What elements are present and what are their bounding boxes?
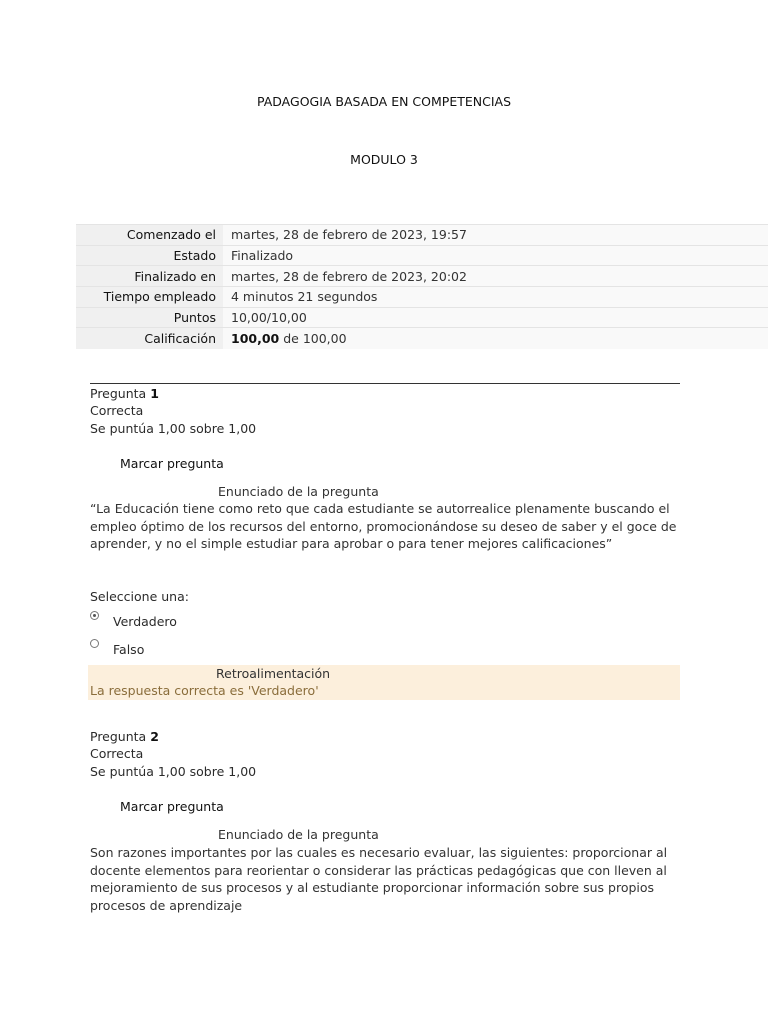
radio-unselected-icon[interactable] [90, 639, 99, 648]
summary-value: 4 minutos 21 segundos [223, 287, 768, 308]
summary-label: Calificación [76, 328, 223, 349]
summary-value: martes, 28 de febrero de 2023, 20:02 [223, 266, 768, 287]
summary-label: Finalizado en [76, 266, 223, 287]
feedback-text: La respuesta correcta es 'Verdadero' [90, 683, 319, 698]
question-number [90, 729, 159, 744]
question-prefix: Pregunta [90, 386, 151, 401]
question-number-value: 1 [150, 386, 159, 401]
question-statement: “La Educación tiene como reto que cada estudiante se autorrealice plenamente buscando el empleo óptimo de los recursos del entorno, promocionándose su deseo de saber y el goce de aprender, y no el simple estudiar para aprobar o para tener mejores calificaciones” [90, 501, 677, 551]
flag-question-link[interactable]: Marcar pregunta [120, 456, 224, 471]
summary-value: Finalizado [223, 245, 768, 266]
question-statement: Son razones importantes por las cuales es necesario evaluar, las siguientes: proporcionar al docente elementos para reorientar o considerar las prácticas pedagógicas que con lleven al mejoramiento de sus procesos y al estudiante proporcionar información sobre sus propios procesos de aprendizaje [90, 845, 668, 913]
grade-value [223, 328, 768, 349]
statement-label: Enunciado de la pregunta [218, 827, 379, 842]
summary-row [76, 307, 768, 328]
summary-row [76, 328, 768, 349]
summary-row [76, 266, 768, 287]
summary-label: Comenzado el [76, 225, 223, 246]
document-title: PADAGOGIA BASADA EN COMPETENCIAS [256, 94, 512, 109]
question-number-value: 2 [150, 729, 159, 744]
summary-label: Tiempo empleado [76, 287, 223, 308]
grade-max: de 100,00 [279, 331, 347, 347]
flag-question-link[interactable]: Marcar pregunta [120, 799, 224, 814]
statement-label: Enunciado de la pregunta [218, 484, 379, 499]
question-score: Se puntúa 1,00 sobre 1,00 [90, 421, 257, 436]
module-heading: MODULO 3 [350, 152, 418, 167]
feedback-label: Retroalimentación [216, 666, 331, 681]
radio-selected-icon[interactable] [90, 611, 99, 620]
option-label: Verdadero [113, 614, 177, 629]
summary-value: martes, 28 de febrero de 2023, 19:57 [223, 225, 768, 246]
question-prefix: Pregunta [90, 729, 151, 744]
feedback-box [88, 665, 680, 700]
attempt-summary-table [76, 224, 768, 349]
select-label: Seleccione una: [90, 589, 189, 604]
summary-value: 10,00/10,00 [223, 307, 768, 328]
summary-row [76, 287, 768, 308]
question-score: Se puntúa 1,00 sobre 1,00 [90, 764, 257, 779]
question-divider [90, 383, 680, 384]
question-number [90, 386, 159, 401]
summary-label: Puntos [76, 307, 223, 328]
grade-score: 100,00 [231, 331, 280, 347]
question-status: Correcta [90, 403, 144, 418]
answer-option-true[interactable] [90, 614, 177, 629]
answer-option-false[interactable] [90, 642, 144, 657]
summary-row [76, 225, 768, 246]
option-label: Falso [113, 642, 145, 657]
question-status: Correcta [90, 746, 144, 761]
summary-label: Estado [76, 245, 223, 266]
summary-row [76, 245, 768, 266]
